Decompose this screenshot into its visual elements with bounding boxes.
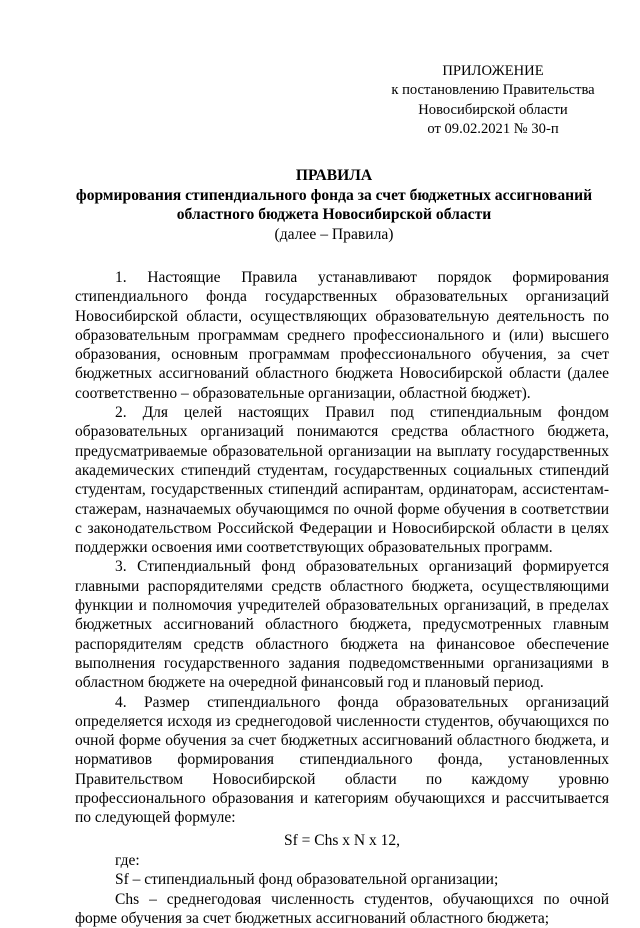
formula: Sf = Chs x N x 12, xyxy=(75,831,609,850)
paragraph-4: 4. Размер стипендиального фонда образовательных организаций определяется исходя из среднегодовой численности студентов, обучающихся по очной форме обучения за счет бюджетных ассигнований областного бюджета, и нормативов формирования стипендиального фонда, установленных Правительством Новосибирской области по каждому уровню профессионального образования и категориям обучающихся и рассчитывается по следующей формуле: xyxy=(75,693,609,828)
paragraph-3: 3. Стипендиальный фонд образовательных организаций формируется главными распорядителями средств областного бюджета, осуществляющими функции и полномочия учредителей образовательных организаций, в пределах бюджетных ассигнований областного бюджета, предусмотренных главным распорядителям средств областного бюджета на финансовое обеспечение выполнения государственного задания подведомственными организациями в областном бюджете на очередной финансовый год и плановый период. xyxy=(75,557,609,692)
definition-chs: Chs – среднегодовая численность студентов, обучающихся по очной форме обучения за счет бюджетных ассигнований областного бюджета; xyxy=(75,890,609,928)
document-title-abbreviation: (далее – Правила) xyxy=(58,225,610,245)
document-subtitle-line2: областного бюджета Новосибирской области xyxy=(58,205,610,225)
appendix-header xyxy=(376,62,610,139)
definition-sf: Sf – стипендиальный фонд образовательной организации; xyxy=(75,870,609,889)
document-subtitle-line1: формирования стипендиального фонда за счет бюджетных ассигнований xyxy=(58,186,610,206)
appendix-date-number: от 09.02.2021 № 30-п xyxy=(376,120,610,139)
formula-where-label: где: xyxy=(75,851,609,870)
appendix-label: ПРИЛОЖЕНИЕ xyxy=(376,62,610,81)
document-body xyxy=(75,268,609,928)
paragraph-1: 1. Настоящие Правила устанавливают порядок формирования стипендиального фонда государственных образовательных организаций Новосибирской области, осуществляющих образовательную деятельность по образовательным программам среднего профессионального и (или) высшего образования, основным программам профессионального обучения, за счет бюджетных ассигнований областного бюджета Новосибирской области (далее соответственно – образовательные организации, областной бюджет). xyxy=(75,268,609,403)
document-title-block xyxy=(58,166,610,244)
document-title: ПРАВИЛА xyxy=(58,166,610,186)
paragraph-2: 2. Для целей настоящих Правил под стипендиальным фондом образовательных организаций понимаются средства областного бюджета, предусматриваемые образовательной организации на выплату государственных академических стипендий студентам, государственных социальных стипендий студентам, государственных стипендий аспирантам, ординаторам, ассистентам-стажерам, назначаемых обучающимся по очной форме обучения в соответствии с законодательством Российской Федерации и Новосибирской области в целях поддержки освоения ими соответствующих образовательных программ. xyxy=(75,403,609,557)
appendix-resolution-ref: к постановлению Правительства xyxy=(376,81,610,100)
appendix-region: Новосибирской области xyxy=(376,101,610,120)
